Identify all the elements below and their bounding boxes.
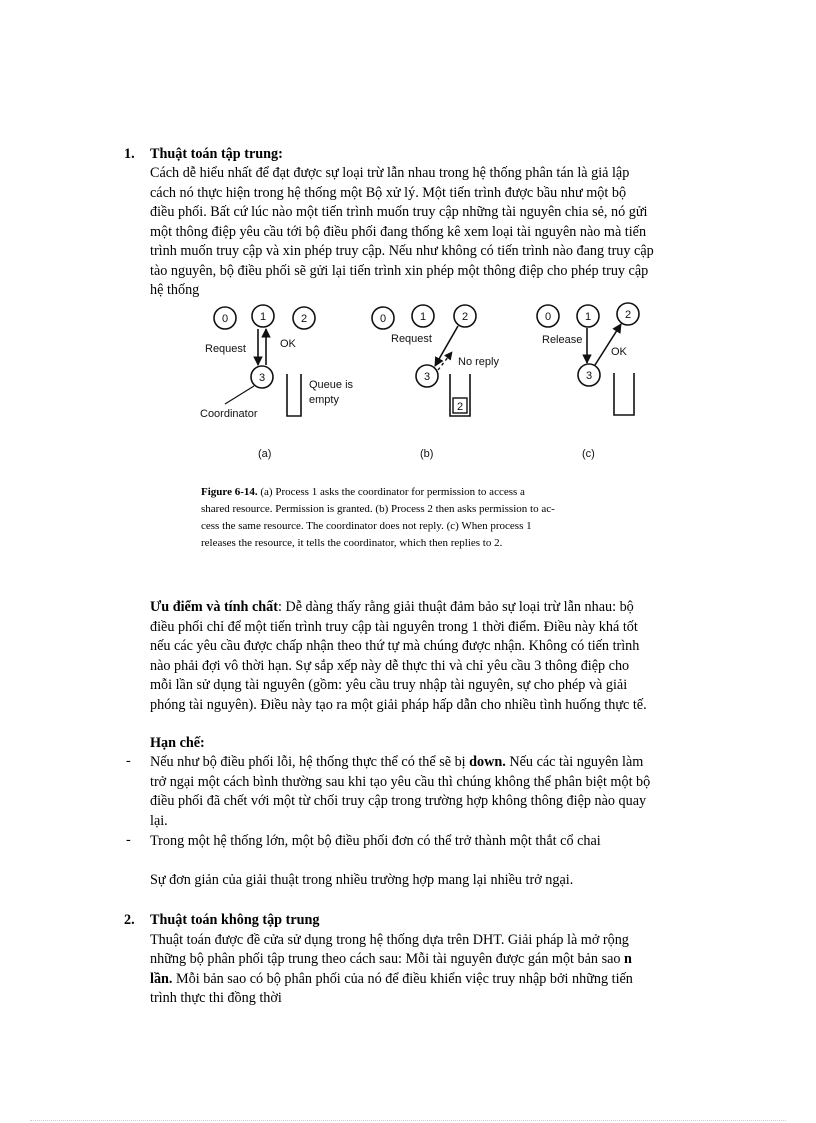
section-1-line-6: tào nguyên, bộ điều phối sẽ gửi lại tiến trình xin phép một thông điệp cho phép truy cập bbox=[150, 262, 649, 279]
empty-queue bbox=[614, 373, 634, 415]
coordinator-pointer bbox=[225, 386, 254, 404]
limits-note: Sự đơn giản của giải thuật trong nhiều trường hợp mang lại nhiều trở ngại. bbox=[150, 872, 574, 888]
section-1-line-4: một thông điệp yêu cầu tới bộ điều phối đang thống kê xem loại tài nguyên nào mà tiến bbox=[150, 223, 647, 240]
limits-b1-text-a: Nếu như bộ điều phối lỗi, hệ thống thực thể có thể sẽ bị bbox=[150, 754, 470, 770]
node-2-label: 2 bbox=[624, 309, 632, 321]
panel-a bbox=[200, 305, 354, 460]
section-2-line-2-text: những bộ phân phối tập trung theo cách sau: Mỗi tài nguyên được gán một bản sao bbox=[150, 951, 625, 967]
panel-c-label: (c) bbox=[582, 448, 595, 460]
limits-bullet-2: Trong một hệ thống lớn, một bộ điều phối đơn có thể trở thành một thắt cổ chai bbox=[150, 833, 601, 849]
bullet-1: - bbox=[126, 753, 131, 769]
advantages-line-1 bbox=[150, 598, 634, 618]
advantages-line-1-text: : Dễ dàng thấy rằng giải thuật đảm bảo sự loại trừ lẫn nhau: bộ bbox=[277, 599, 634, 615]
node-3-label: 3 bbox=[258, 372, 266, 384]
advantages-line-4: nào phải đợi vô thời hạn. Sự sắp xếp này dễ thực thi và chỉ yêu cầu 3 thông điệp cho bbox=[150, 657, 630, 674]
coordinator-label: Coordinator bbox=[200, 408, 258, 420]
figure-caption-line-3: cess the same resource. The coordinator does not reply. (c) When process 1 bbox=[201, 520, 532, 532]
figure-caption-line-1 bbox=[201, 484, 525, 501]
section-1-line-7: hệ thống bbox=[150, 282, 200, 298]
queued-process-label: 2 bbox=[456, 401, 464, 413]
node-2-label: 2 bbox=[461, 311, 469, 323]
panel-b bbox=[372, 305, 499, 460]
queue-label: Queue is bbox=[309, 379, 354, 391]
ok-arrow bbox=[595, 324, 621, 365]
figure-caption-line-4: releases the resource, it tells the coordinator, which then replies to 2. bbox=[201, 537, 503, 549]
node-0-label: 0 bbox=[379, 313, 387, 325]
limits-heading: Hạn chế: bbox=[150, 735, 205, 751]
ok-label: OK bbox=[611, 346, 627, 358]
node-3-label: 3 bbox=[423, 371, 431, 383]
bullet-2: - bbox=[126, 832, 131, 848]
node-2-label: 2 bbox=[300, 313, 308, 325]
advantages-line-6: phóng tài nguyên). Điều này tạo ra một giải pháp hấp dẫn cho nhiều tình huống thực tế. bbox=[150, 696, 647, 713]
panel-c bbox=[537, 303, 639, 460]
limits-bullet-1-line-3: điều phối đã chết với một từ chối truy cập trong trường hợp không thông điệp nào quay bbox=[150, 793, 647, 809]
section-1-title: Thuật toán tập trung: bbox=[150, 146, 283, 162]
section-2-line-2-bold: n bbox=[624, 951, 632, 967]
node-0-label: 0 bbox=[221, 313, 229, 325]
node-1-label: 1 bbox=[259, 311, 267, 323]
figure-caption-text-1: (a) Process 1 asks the coordinator for permission to access a bbox=[257, 486, 525, 498]
section-1-number: 1. bbox=[124, 146, 135, 162]
panel-a-label: (a) bbox=[258, 448, 272, 460]
empty-queue bbox=[287, 374, 301, 416]
limits-bullet-1-line-2: trở ngại một cách bình thường sau khi tạo yêu cầu thì chúng không thể phân biệt một bộ bbox=[150, 773, 651, 790]
advantages-line-3: nếu các yêu cầu được chấp nhận theo thứ tự mà chúng được nhận. Không có tiến trình bbox=[150, 638, 640, 654]
section-2-line-3-bold: lần. bbox=[150, 970, 173, 987]
section-1-line-2: cách nó thực hiện trong hệ thống một Bộ xử lý. Một tiến trình được bầu như một bộ bbox=[150, 184, 627, 201]
release-label: Release bbox=[542, 334, 583, 346]
figure-caption-label: Figure 6-14. bbox=[201, 486, 258, 498]
panel-b-label: (b) bbox=[420, 448, 434, 460]
figure-diagram bbox=[190, 296, 660, 466]
limits-b1-text-b: Nếu các tài nguyên làm bbox=[505, 754, 644, 770]
no-reply-label: No reply bbox=[458, 356, 499, 368]
node-1-label: 1 bbox=[584, 311, 592, 323]
section-2-line-3 bbox=[150, 970, 633, 990]
section-2-line-4: trình thực thi đồng thời bbox=[150, 990, 282, 1006]
limits-bullet-1-line-1 bbox=[150, 753, 643, 773]
request-label: Request bbox=[205, 343, 246, 355]
section-2-number: 2. bbox=[124, 912, 135, 928]
section-2-line-2 bbox=[150, 950, 632, 970]
advantages-line-5: mỗi lần sử dụng tài nguyên (gồm: yêu cầu truy nhập tài nguyên, sự cho phép và giải bbox=[150, 677, 628, 693]
limits-bullet-1-line-4: lại. bbox=[150, 812, 168, 829]
empty-label: empty bbox=[309, 394, 339, 406]
section-1-line-5: trình muốn truy cập và xin phép truy cập. Nếu như không có tiến trình nào đang truy cập bbox=[150, 243, 654, 259]
figure-caption-line-2: shared resource. Permission is granted. (b) Process 2 then asks permission to ac- bbox=[201, 503, 555, 515]
no-reply-arrow bbox=[438, 352, 452, 370]
section-2-title: Thuật toán không tập trung bbox=[150, 912, 320, 928]
section-1-line-1: Cách dễ hiểu nhất để đạt được sự loại trừ lẫn nhau trong hệ thống phân tán là giả lập bbox=[150, 165, 630, 181]
advantages-heading: Ưu điểm và tính chất bbox=[150, 599, 278, 615]
request-label: Request bbox=[391, 333, 432, 345]
ok-label: OK bbox=[280, 338, 296, 350]
page-bottom-rule bbox=[30, 1120, 786, 1121]
section-2-line-1: Thuật toán được đề cửa sử dụng trong hệ thống dựa trên DHT. Giải pháp là mở rộng bbox=[150, 931, 629, 948]
section-1-line-3: điều phối. Bất cứ lúc nào một tiến trình muốn truy cập những tài nguyên chia sẻ, nó gửi bbox=[150, 204, 648, 220]
limits-b1-bold: down. bbox=[469, 754, 506, 770]
section-2-line-3-text: Mỗi bản sao có bộ phân phối của nó để điều khiển việc truy nhập bởi những tiến bbox=[172, 970, 633, 987]
node-1-label: 1 bbox=[419, 311, 427, 323]
node-3-label: 3 bbox=[585, 370, 593, 382]
node-0-label: 0 bbox=[544, 311, 552, 323]
advantages-line-2: điều phối chỉ để một tiến trình truy cập tài nguyên trong 1 thời điểm. Điều này khá tốt bbox=[150, 618, 638, 635]
